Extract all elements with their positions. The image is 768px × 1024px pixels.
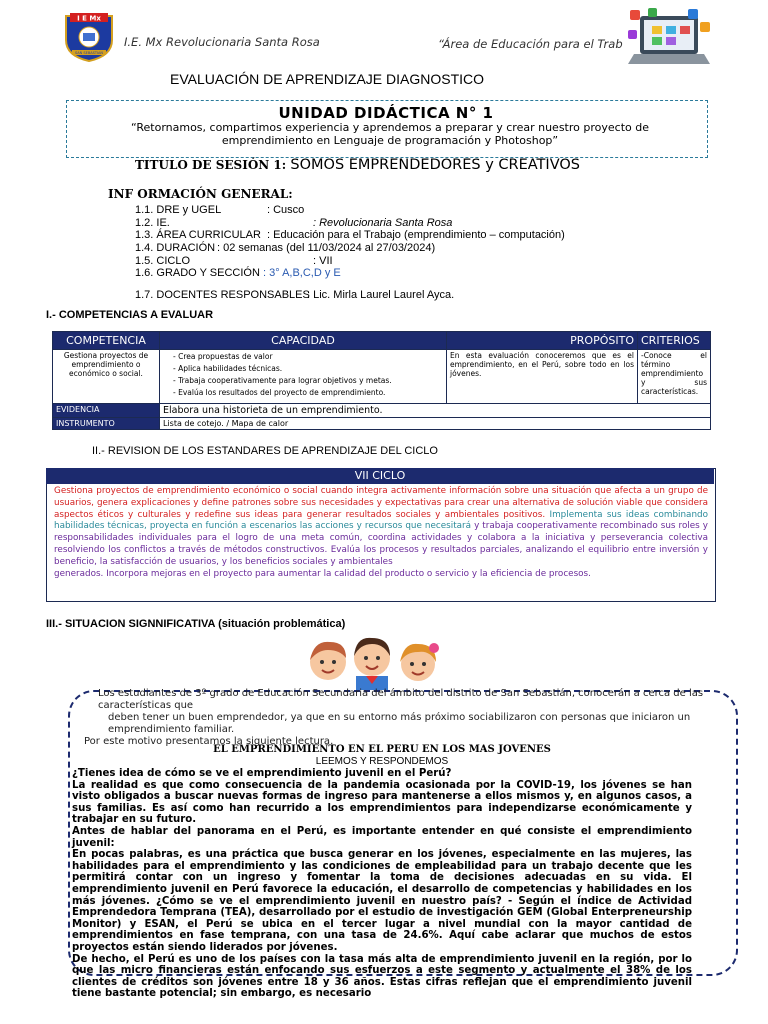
- info-row-grado: [135, 267, 341, 279]
- info-title: INF ORMACIÓN GENERAL:: [108, 187, 293, 201]
- estandar-text-purple-2: generados. Incorpora mejoras en el proyecto para aumentar la calidad del producto o servicio y la eficiencia de procesos.: [54, 568, 591, 579]
- info-label: 1.1. DRE y UGEL: [135, 204, 222, 216]
- info-label: 1.6. GRADO Y SECCIÓN: [135, 267, 260, 279]
- unit-title: UNIDAD DIDÁCTICA N° 1: [278, 104, 494, 122]
- header-criterios: CRITERIOS: [638, 332, 711, 350]
- article-subtitle: LEEMOS Y RESPONDEMOS: [315, 756, 449, 767]
- header-proposito: PROPÓSITO: [447, 332, 638, 350]
- proposito-cell: En esta evaluación conoceremos que es el emprendimiento, en el Perú, sobre todo en los jóvenes.: [447, 350, 638, 404]
- session-title: [135, 157, 580, 173]
- info-value: : 02 semanas (del 11/03/2024 al 27/03/2024): [217, 242, 436, 254]
- evidencia-value: Elabora una historieta de un emprendimiento.: [160, 404, 711, 418]
- article-paragraph: La realidad es que como consecuencia de la pandemia ocasionada por la COVID-19, los jóvenes se han visto obligados a buscar nuevas formas de ingreso para mantenerse a ellos mismos y, en algunos casos, a sus familias. Es así como han recurrido a los emprendimientos para independizarse económicamente y trabajar en su futuro.: [72, 779, 692, 826]
- article-paragraph: Antes de hablar del panorama en el Perú, es importante entender en qué consiste el emprendimiento juvenil:: [72, 825, 692, 849]
- school-logo: [62, 10, 116, 62]
- article-body: [72, 768, 692, 1000]
- school-name: I.E. Mx Revolucionaria Santa Rosa: [124, 35, 320, 49]
- area-name: “Área de Educación para el Trab: [438, 37, 623, 51]
- estandares-header: VII CICLO: [46, 468, 714, 484]
- session-value: SOMOS EMPRENDEDORES y CREATIVOS: [290, 157, 580, 173]
- estandar-text-purple: y trabaja cooperativamente recombinado sus roles y responsabilidades individuales para el logro de una meta común, coordina actividades y colabora a la iniciativa y perseverancia colectiva resolviendo los conflictos a través de métodos constructivos. Evalúa los procesos y resultados parciales, analizando el equilibrio entre inversión y beneficio, la satisfacción de usuarios, y los beneficios sociales y ambientales: [54, 521, 708, 567]
- estandar-text-teal: Implementa sus ideas combinando habilidades técnicas, proyecta en función a escenarios las acciones y recursos que necesitará: [54, 509, 708, 532]
- intro-line: Los estudiantes de 3º grado de Educación Secundaria del ámbito del distrito de San Sebastián, conocerán a cerca de las características que: [98, 688, 704, 711]
- situacion-intro: [8, 688, 760, 748]
- intro-line: Por este motivo presentamos la siguiente lectura.: [84, 736, 334, 747]
- instrumento-value: Lista de cotejo. / Mapa de calor: [160, 418, 711, 430]
- intro-line: deben tener un buen emprendedor, ya que en su entorno más próximo sociabilizaron con personas que iniciaron un emprendimiento familiar.: [108, 712, 691, 735]
- info-label: 1.5. CICLO: [135, 255, 191, 267]
- session-label: TITULO DE SESIÓN 1:: [135, 158, 287, 172]
- instrumento-label: INSTRUMENTO: [53, 418, 160, 430]
- criterios-cell: -Conoce el término emprendimiento y sus características.: [638, 350, 711, 404]
- info-label: 1.7. DOCENTES RESPONSABLES: [135, 289, 310, 301]
- article-paragraph: En pocas palabras, es una práctica que busca generar en los jóvenes, especialmente en las mujeres, las habilidades para el emprendimiento y las condiciones de empleabilidad para un trabajo decente que les permitirá contar con un ingreso y fomentar la toma de decisiones adecuadas en su vida. El emprendimiento juvenil en Perú favorece la educación, el desarrollo de competencias y habilidades en los más jóvenes. ¿Cómo se ve el emprendimiento juvenil en nuestro país? - Según el índice de Actividad Emprendedora Temprana (TEA), desarrollado por el estudio de investigación GEM (Global Enterpreneurship Monitor) y ESAN, el Perú se ubica en el tercer lugar a nivel mundial con la mayor cantidad de emprendimientos en fase temprana, con una tasa de 24.6%. Aquí cabe aclarar que muchos de estos proyectos están siendo liderados por jóvenes.: [72, 849, 692, 953]
- info-value: : VII: [313, 255, 333, 267]
- info-row-dre: [135, 204, 305, 216]
- estandares-text: [54, 486, 708, 580]
- article-title: EL EMPRENDIMIENTO EN EL PERU EN LOS MAS JOVENES: [213, 744, 551, 755]
- info-row-docentes: [135, 289, 455, 301]
- competencia-cell: Gestiona proyectos de emprendimiento o económico o social.: [53, 350, 160, 404]
- info-row-area: [135, 229, 565, 241]
- info-row-ie: [135, 217, 453, 229]
- capacidad-item: - Evalúa los resultados del proyecto de emprendimiento.: [173, 387, 443, 399]
- evidencia-label: EVIDENCIA: [53, 404, 160, 418]
- children-illustration: [300, 632, 450, 690]
- competencias-title: I.- COMPETENCIAS A EVALUAR: [46, 309, 214, 321]
- logo-text: I E Mx: [77, 14, 101, 23]
- info-value: : Revolucionaria Santa Rosa: [313, 217, 453, 229]
- article-paragraph: De hecho, el Perú es uno de los países con la tasa más alta de emprendimiento juvenil en la región, por lo que las micro financieras están enfocando sus esfuerzos a este segmento y actualmente el 38% de los clientes de créditos son jóvenes entre 18 y 36 años. Estas cifras reflejan que el emprendimiento juvenil tiene bastante potencial; sin embargo, es necesario: [72, 953, 692, 1000]
- document-title: EVALUACIÓN DE APRENDIZAJE DIAGNOSTICO: [170, 71, 485, 87]
- header-capacidad: CAPACIDAD: [160, 332, 447, 350]
- info-row-duracion: [135, 242, 436, 254]
- header-competencia: COMPETENCIA: [53, 332, 160, 350]
- info-row-ciclo: [135, 255, 333, 267]
- info-value: : Lic. Mirla Laurel Laurel Ayca.: [307, 289, 455, 301]
- info-value: : Cusco: [267, 204, 305, 216]
- info-value: : 3° A,B,C,D y E: [263, 267, 341, 279]
- computer-illustration: [626, 8, 712, 70]
- info-label: 1.2. IE.: [135, 217, 170, 229]
- capacidad-item: - Crea propuestas de valor: [173, 351, 443, 363]
- info-value: : Educación para el Trabajo (emprendimiento – computación): [267, 229, 565, 241]
- info-label: 1.3. ÁREA CURRICULAR: [135, 229, 261, 241]
- situacion-title: III.- SITUACION SIGNNIFICATIVA (situación problemática): [46, 618, 346, 630]
- info-label: 1.4. DURACIÓN: [135, 242, 216, 254]
- estandar-text-red: Gestiona proyectos de emprendimiento económico o social cuando integra activamente información sobre una situación que afecta a un grupo de usuarios, genera explicaciones y define patrones sobre sus necesidades y expectativas para crear una alternativa de solución viable que considera aspectos éticos y culturales y redefine sus ideas para generar resultados sociales y ambientales positivos.: [54, 486, 708, 520]
- unit-subtitle: “Retornamos, compartimos experiencia y aprendemos a preparar y crear nuestro proyecto de emprendimiento en Lenguaje de programación y Photoshop”: [131, 121, 649, 147]
- capacidad-cell: [160, 350, 447, 404]
- capacidad-item: - Aplica habilidades técnicas.: [173, 363, 443, 375]
- logo-caption: SAN SEBASTIAN: [74, 51, 104, 55]
- estandares-title: II.- REVISION DE LOS ESTANDARES DE APRENDIZAJE DEL CICLO: [92, 445, 438, 457]
- article-paragraph: ¿Tienes idea de cómo se ve el emprendimiento juvenil en el Perú?: [72, 768, 452, 779]
- capacidad-item: - Trabaja cooperativamente para lograr objetivos y metas.: [173, 375, 443, 387]
- competencias-table: [52, 331, 711, 430]
